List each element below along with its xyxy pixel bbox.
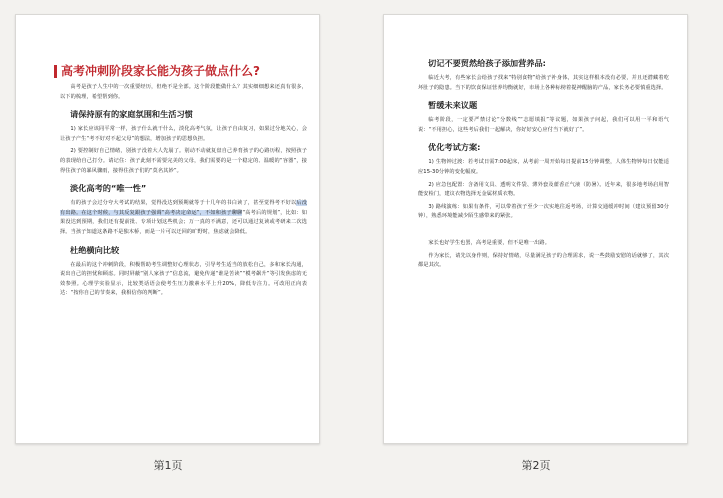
page-2-label: 第2页: [521, 459, 551, 472]
paragraph: 临近大考，有些家长会给孩子找来“特别食物”给孩子补身体，其实这样根本没有必要，并且还潜藏着吃坏肚子的隐患。当下的饮食保证营养均衡就好，市场上各种标榜着提神醒脑的产品，家长务必要慎重选择。: [418, 75, 669, 91]
text-after-selection: “高考后的规划”，比如：如果没达到预期，我们还有提前批、专项计划这些机会；万一真的不满意，还可以通过复读或考研来二次选择。当孩子知道这条路不是独木桥，而是一片可以迂回的旷野时，焦虑就会降低。: [60, 209, 307, 235]
page-2-thumbnail[interactable]: [383, 14, 688, 444]
paragraph: 家长也好学生也罢，高考是重要，但不是唯一出路。: [428, 239, 551, 246]
paragraph: 2) 应急包配置：含备用文具、透明文件袋、薄外套及藿香正气液（防暑）。近年来，很多地考场启用智能安检门，建议衣物选择无金属材质衣物。: [418, 181, 669, 198]
selected-text[interactable]: 后没有出路。在这个时候，与其反复跟孩子强调“高考决定命运”，不如和孩子聊聊: [60, 200, 307, 216]
document-title-text: 高考冲刺阶段家长能为孩子做点什么?: [61, 64, 260, 78]
paragraph: 在最后的这个冲刺阶段，积极帮助考生调整好心理状态，引导考生适当的放松自己，多和家长沟通，说出自己的担忧和顾虑。同时屏蔽“别人家孩子”信息流，避免传递“谁是苦读”“模考飙升”等引发焦虑的无效参照。心理学实验显示，比较类话语会使考生压力激素水平上升20%，降低专注力。可改用正向表达：“按你自己的节奏来，我相信你的判断”。: [60, 261, 307, 297]
paragraph-with-selection[interactable]: [60, 199, 307, 237]
page-2-content: [418, 51, 669, 274]
page-1-thumbnail[interactable]: [15, 14, 320, 444]
page-1-label: 第1页: [153, 459, 183, 472]
section-heading: 杜绝横向比较: [70, 244, 120, 255]
paragraph: 2) 要控制好自己情绪，别孩子没着大人先崩了。别动不动就复盘自己养育孩子的心路历程，按照孩子的表现给自己打分。请记住：孩子此刻不需要完美的父母，我们需要的是一个稳定的、温暖的“容器”，接得住孩子的暴风骤雨，接得住孩子们的“莫名其妙”。: [60, 148, 307, 174]
paragraph: 作为家长，请先以身作则，保持好情绪，尽量满足孩子的合理需求，说一些鼓励安慰的话就够了，其次都是其次。: [418, 252, 669, 269]
section-heading: 切记不要贸然给孩子添加营养品:: [428, 58, 546, 68]
paragraph: 3) 路线演练：如果有条件，可以带着孩子至少一次实地往返考场，计算交通缓冲时间（建议预留30分钟），熟悉环境能减少陌生感带来的紧张。: [418, 203, 669, 220]
section-heading: 优化考试方案:: [428, 142, 481, 153]
section-heading: 暂缓未来议题: [428, 100, 478, 111]
paragraph: 临考阶段，一定要严禁讨论“分数线”“志愿填报”等议题，如果孩子问起，我们可以用一平和语气说：“不用担心，这些考后我们一起解决，你好好安心应付当下就好了”。: [418, 117, 669, 133]
page-1-content: [60, 63, 307, 302]
section-heading: 淡化高考的“唯一性”: [70, 183, 147, 194]
paragraph: 1) 家长应该同平常一样，孩子什么就干什么，淡化高考气氛，让孩子自由复习，如果过分地关心，会让孩子产生“考不好对不起父母”的想法，增加孩子的思想负担。: [60, 126, 307, 142]
section-heading: 请保持原有的家庭氛围和生活习惯: [70, 109, 193, 120]
paragraph: 1) 生物钟过渡：若考试日需7:00起床，从考前一周开始每日提前15分钟调整，人体生物钟每日仅能适应15-30分钟的变化幅度。: [418, 159, 669, 175]
document-title: [54, 63, 307, 79]
intro-paragraph: 高考是孩子人生中的一次重要经历，但绝不是全部。这个阶段能做什么？其实细细想来还真有很多，以下的梳理，希望帮到你。: [60, 84, 307, 100]
title-accent-bar: [54, 65, 57, 78]
text-before-selection: 有的孩子会过分夸大考试的结果，觉得没达到预期就等于十几年的书白读了，甚至觉得考不好以: [70, 200, 297, 207]
